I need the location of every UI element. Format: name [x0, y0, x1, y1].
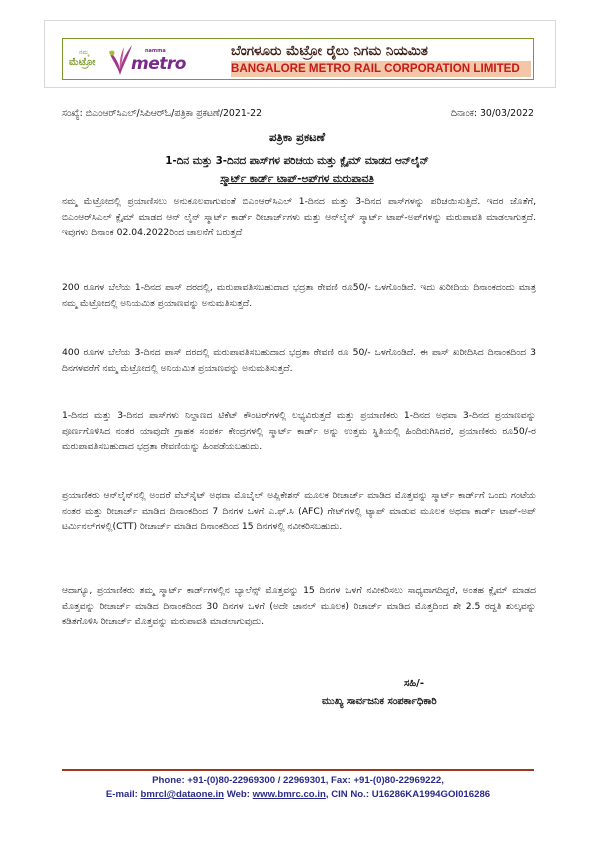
paragraph-6: ಆದಾಗ್ಯೂ, ಪ್ರಯಾಣಿಕರು ತಮ್ಮ ಸ್ಮಾರ್ಟ್ ಕಾರ್ಡ್‌ಗಳಲ್ಲಿನ ಬ್ಯಾಲೆನ್ಸ್ ಮೊತ್ತವನ್ನು 15 ದಿನಗಳ ಒಳಗೆ ನವೀಕರಿಸಲು ಸಾಧ್ಯವಾಗದಿದ್ದರೆ, ಅಂತಹ ಕ್ಲೈಮ್ ಮಾಡದ ಮೊತ್ತವನ್ನು ರೀಚಾರ್ಜ್ ಮಾಡಿದ ದಿನಾಂಕದಿಂದ 30 ದಿನಗಳ ಒಳಗೆ (ಅದೇ ಚಾನಲ್ ಮೂಲಕ) ರಿಚಾರ್ಜ್ ಮಾಡಿದ ಮೊತ್ತದಿಂದ ಶೇ 2.5 ರದ್ದತಿ ಶುಲ್ಕವನ್ನು ಕಡಿತಗೊಳಿಸಿ ರೀಚಾರ್ಜ್ ಮೊತ್ತವನ್ನು ಮರುಪಾವತಿ ಮಾಡಲಾಗುವುದು.: [62, 585, 536, 628]
logo-metro-text: metro: [131, 54, 186, 74]
letterhead-header: [62, 38, 534, 80]
paragraph-1: ನಮ್ಮ ಮೆಟ್ರೋದಲ್ಲಿ ಪ್ರಯಾಣಿಸಲು ಅನುಕೂಲವಾಗುವಂತೆ ಬಿಎಂಆರ್‌ಸಿಎಲ್ 1-ದಿನದ ಮತ್ತು 3-ದಿನದ ಪಾಸ್‌ಗಳನ್ನು ಪರಿಚಯಿಸುತ್ತಿದೆ. ಇದರ ಜೊತೆಗೆ, ಬಿಎಂಆರ್‌ಸಿಎಲ್ ಕ್ಲೈಮ್ ಮಾಡದ ಆನ್ ಲೈನ್ ಸ್ಮಾರ್ಟ್ ಕಾರ್ಡ್ ರೀಚಾರ್ಜ್‌ಗಳು ಮತ್ತು ಆನ್‌ಲೈನ್ ಸ್ಮಾರ್ಟ್ ಟಾಪ್-ಅಪ್‌ಗಳನ್ನು ಮರುಪಾವತಿ ಮಾಡಲಾಗುತ್ತದೆ. ಇವುಗಳು ದಿನಾಂಕ 02.04.2022ರಿಂದ ಚಾಲನೆಗೆ ಬರುತ್ತದೆ: [62, 196, 536, 239]
footer-links-line: [62, 789, 534, 800]
logo-namma-text: namma: [145, 48, 166, 54]
footer-cin-number: U16286KA1994GOI016286: [371, 789, 491, 800]
press-release-title: ಪತ್ರಿಕಾ ಪ್ರಕಟಣೆ: [268, 130, 326, 144]
namma-metro-logo: [63, 39, 213, 79]
paragraph-5: ಪ್ರಯಾಣಿಕರು ಆನ್‌ಲೈನ್‌ನಲ್ಲಿ ಅಂದರೆ ವೆಬ್‌ಸೈಟ್ ಅಥವಾ ಮೊಬೈಲ್ ಅಪ್ಲಿಕೇಶನ್ ಮೂಲಕ ರೀಚಾರ್ಜ್ ಮಾಡಿದ ಮೊತ್ತವನ್ನು ಸ್ಮಾರ್ಟ್ ಕಾರ್ಡ್‌ಗೆ ಒಂದು ಗಂಟೆಯ ನಂತರ ಮತ್ತು ರೀಚಾರ್ಜ್ ಮಾಡಿದ ದಿನಾಂಕದಿಂದ 7 ದಿನಗಳ ಒಳಗೆ ಎ.ಫ್.ಸಿ (AFC) ಗೇಟ್‌ಗಳಲ್ಲಿ ಟ್ಯಾಪ್ ಮಾಡುವ ಮೂಲಕ ಅಥವಾ ಕಾರ್ಡ್ ಟಾಪ್-ಅಪ್ ಟರ್ಮಿನಲ್‌ಗಳಲ್ಲಿ(CTT) ರೀಚಾರ್ಜ್ ಮಾಡಿದ ದಿನಾಂಕದಿಂದ 15 ದಿನಗಳಲ್ಲಿ ನವೀಕರಿಸಬಹುದು.: [62, 490, 536, 533]
org-name-english: BANGALORE METRO RAIL CORPORATION LIMITED: [231, 61, 531, 77]
footer-rule: [62, 769, 534, 771]
footer-contact-line: Phone: +91-(0)80-22969300 / 22969301, Fax: +91-(0)80-22969222,: [152, 775, 444, 786]
subject-line-1: 1-ದಿನ ಮತ್ತು 3-ದಿನದ ಪಾಸ್‌ಗಳ ಪರಿಚಯ ಮತ್ತು ಕ್ಲೈಮ್ ಮಾಡದ ಆನ್‌ಲೈನ್: [165, 155, 429, 167]
footer-email-link[interactable]: bmrcl@dataone.in: [140, 789, 225, 800]
footer-cin-label: , CIN No.:: [325, 789, 370, 800]
org-name-kannada: ಬೆಂಗಳೂರು ಮೆಟ್ರೋ ರೈಲು ನಿಗಮ ನಿಯಮಿತ: [231, 43, 428, 59]
signature-sd: ಸಹಿ/-: [404, 678, 424, 689]
footer-email-label: E-mail:: [105, 789, 138, 800]
footer-web-label: Web:: [226, 789, 250, 800]
paragraph-2: 200 ರೂಗಳ ಬೆಲೆಯ 1-ದಿನದ ಪಾಸ್ ದರದಲ್ಲಿ, ಮರುಪಾವತಿಸಬಹುದಾದ ಭದ್ರತಾ ಠೇವಣಿ ರೂ50/- ಒಳಗೊಂಡಿದೆ. ಇದು ಖರೀದಿಯ ದಿನಾಂಕದಂದು ಮಾತ್ರ ನಮ್ಮ ಮೆಟ್ರೋದಲ್ಲಿ ಅನಿಯಮಿತ ಪ್ರಯಾಣವನ್ನು ಅನುಮತಿಸುತ್ತದೆ.: [62, 282, 536, 309]
footer-web-link[interactable]: www.bmrc.co.in: [252, 789, 326, 800]
reference-date: ದಿನಾಂಕ: 30/03/2022: [450, 108, 534, 119]
logo-kannada-text: ಮೆಟ್ರೋ: [69, 57, 96, 68]
subject-line-2: ಸ್ಮಾರ್ಟ್ ಕಾರ್ಡ್ ಟಾಪ್-ಅಪ್‌ಗಳ ಮರುಪಾವತಿ: [220, 173, 374, 185]
signature-designation: ಮುಖ್ಯ ಸಾರ್ವಜನಿಕ ಸಂಪರ್ಕಾಧಿಕಾರಿ: [322, 696, 437, 707]
logo-small-text: ನಮ್ಮ: [79, 49, 89, 56]
paragraph-3: 400 ರೂಗಳ ಬೆಲೆಯ 3-ದಿನದ ಪಾಸ್ ದರದಲ್ಲಿ ಮರುಪಾವತಿಸಬಹುದಾದ ಭದ್ರತಾ ಠೇವಣಿ ರೂ 50/- ಒಳಗೊಂಡಿದೆ. ಈ ಪಾಸ್ ಖರೀದಿಸಿದ ದಿನಾಂಕದಿಂದ 3 ದಿನಗಳವರೆಗೆ ನಮ್ಮ ಮೆಟ್ರೋದಲ್ಲಿ ಅನಿಯಮಿತ ಪ್ರಯಾಣವನ್ನು ಅನುಮತಿಸುತ್ತದೆ.: [62, 347, 536, 374]
reference-number: ಸಂಖ್ಯೆ: ಬಿಎಂಆರ್‌ಸಿಎಲ್/ಸಿಪಿಆರ್‌ಓ/ಪತ್ರಿಕಾ ಪ್ರಕಟಣೆ/2021-22: [62, 108, 263, 119]
paragraph-4: 1-ದಿನದ ಮತ್ತು 3-ದಿನದ ಪಾಸ್‌ಗಳು ನಿಲ್ದಾಣದ ಟಿಕೆಟ್ ಕೌಂಟರ್‌ಗಳಲ್ಲಿ ಲಭ್ಯವಿರುತ್ತದೆ ಮತ್ತು ಪ್ರಯಾಣಿಕರು 1-ದಿನದ ಅಥವಾ 3-ದಿನದ ಪ್ರಯಾಣವನ್ನು ಪೂರ್ಣಗೊಳಿಸಿದ ನಂತರ ಯಾವುದೇ ಗ್ರಾಹಕ ಸಂಪರ್ಕ ಕೇಂದ್ರಗಳಲ್ಲಿ ಸ್ಮಾರ್ಟ್ ಕಾರ್ಡ್ ಅನ್ನು ಉತ್ತಮ ಸ್ಥಿತಿಯಲ್ಲಿ ಹಿಂದಿರುಗಿಸಿದರೆ, ಪ್ರಯಾಣಿಕರು ರೂ50/-ರ ಮರುಪಾವತಿಸಬಹುದಾದ ಭದ್ರತಾ ಠೇವಣಿಯನ್ನು ಹಿಂಪಡೆಯಬಹುದು.: [62, 410, 536, 453]
